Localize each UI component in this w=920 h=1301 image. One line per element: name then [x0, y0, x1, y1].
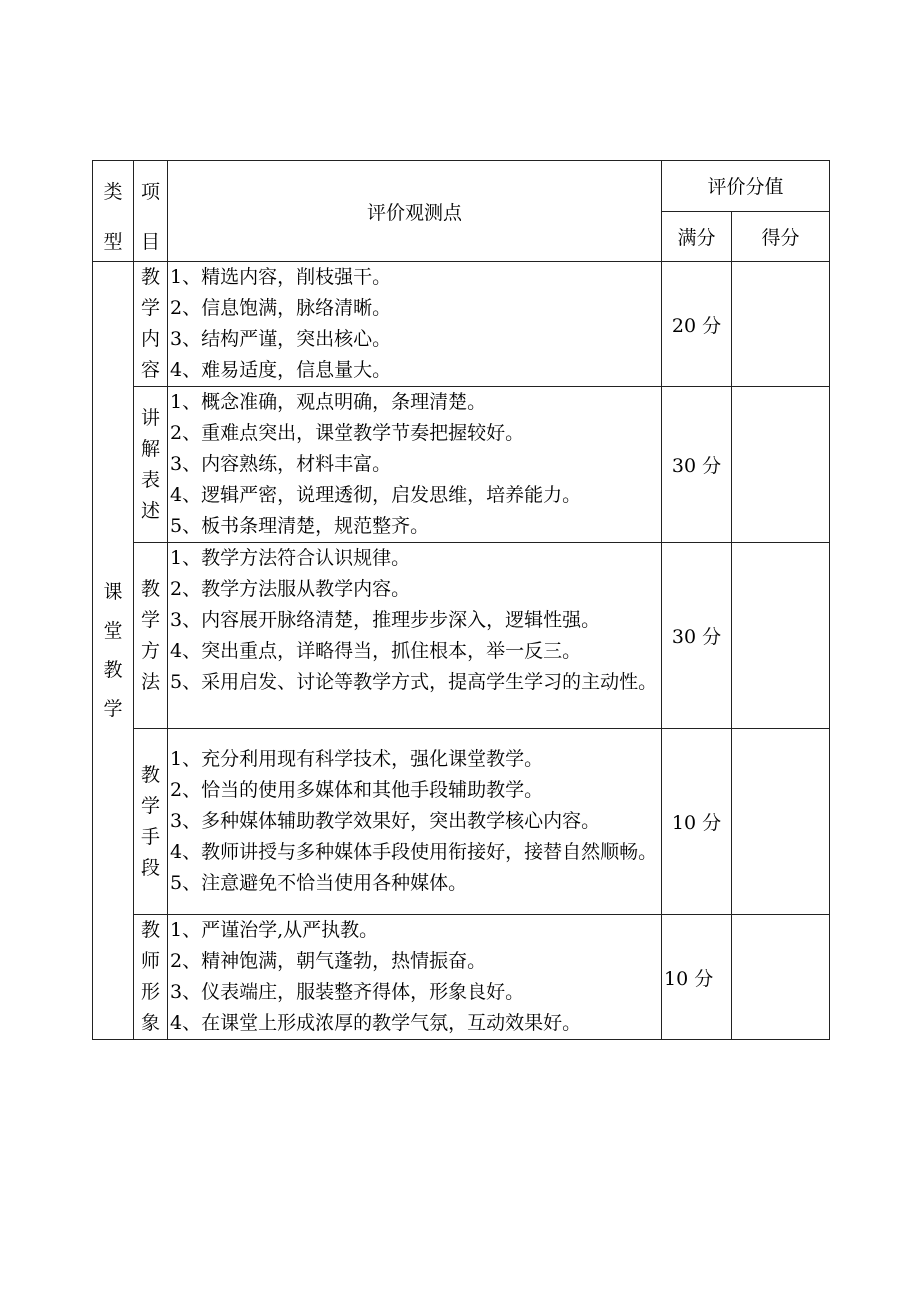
item-char: 段: [140, 856, 160, 879]
point-line: 2、精神饱满，朝气蓬勃，热情振奋。: [170, 950, 487, 972]
points-cell: [168, 729, 662, 915]
item-cell: [134, 543, 168, 729]
point-line: 3、内容展开脉络清楚，推理步步深入，逻辑性强。: [170, 609, 601, 631]
item-char: 容: [140, 359, 160, 381]
header-score-group: 评价分值: [662, 161, 830, 212]
point-line: 4、逻辑严密，说理透彻，启发思维，培养能力。: [170, 484, 582, 506]
point-line: 1、教学方法符合认识规律。: [170, 547, 411, 569]
item-char: 表: [140, 468, 160, 491]
evaluation-table: [92, 160, 830, 1040]
item-char: 手: [140, 825, 160, 848]
full-score-cell: 30 分: [662, 543, 732, 729]
category-char: 堂: [103, 619, 123, 642]
item-cell: [134, 915, 168, 1040]
point-line: 4、突出重点，详略得当，抓住根本，举一反三。: [170, 640, 582, 662]
item-char: 师: [140, 950, 160, 972]
point-line: 2、重难点突出，课堂教学节奏把握较好。: [170, 422, 525, 444]
header-item: [134, 161, 168, 262]
header-full-score: 满分: [662, 211, 732, 262]
point-line: 3、多种媒体辅助教学效果好，突出教学核心内容。: [170, 810, 601, 832]
category-cell: [93, 262, 134, 1040]
header-points: 评价观测点: [168, 161, 662, 262]
full-score-cell: 10 分: [662, 915, 732, 1040]
full-score-cell: 20 分: [662, 262, 732, 387]
point-line: 5、采用启发、讨论等教学方式，提高学生学习的主动性。: [170, 671, 658, 693]
item-char: 教: [140, 577, 160, 600]
item-char: 学: [140, 794, 160, 817]
item-char: 述: [140, 499, 160, 522]
header-got-score: 得分: [732, 211, 830, 262]
points-cell: [168, 543, 662, 729]
point-line: 5、注意避免不恰当使用各种媒体。: [170, 872, 468, 894]
header-type: [93, 161, 134, 262]
category-char: 教: [103, 658, 123, 681]
item-char: 法: [140, 670, 160, 693]
point-line: 1、概念准确，观点明确，条理清楚。: [170, 391, 487, 413]
got-score-cell: [732, 387, 830, 543]
category-char: 课: [103, 580, 123, 603]
item-cell: [134, 387, 168, 543]
item-char: 教: [140, 919, 160, 941]
header-item-line1: 项: [140, 181, 160, 203]
point-line: 5、板书条理清楚，规范整齐。: [170, 515, 430, 537]
item-char: 象: [140, 1012, 160, 1034]
full-score-cell: 10 分: [662, 729, 732, 915]
point-line: 1、精选内容，削枝强干。: [170, 266, 392, 288]
item-cell: [134, 262, 168, 387]
full-score-cell: 30 分: [662, 387, 732, 543]
got-score-cell: [732, 729, 830, 915]
point-line: 4、教师讲授与多种媒体手段使用衔接好，接替自然顺畅。: [170, 841, 658, 863]
item-char: 学: [140, 608, 160, 631]
got-score-cell: [732, 262, 830, 387]
item-char: 形: [140, 981, 160, 1003]
point-line: 4、在课堂上形成浓厚的教学气氛，互动效果好。: [170, 1012, 582, 1034]
points-cell: [168, 262, 662, 387]
item-char: 教: [140, 266, 160, 288]
item-char: 教: [140, 763, 160, 786]
item-cell: [134, 729, 168, 915]
got-score-cell: [732, 915, 830, 1040]
point-line: 2、教学方法服从教学内容。: [170, 578, 411, 600]
point-line: 3、结构严谨，突出核心。: [170, 328, 392, 350]
header-type-line1: 类: [103, 181, 123, 203]
point-line: 2、信息饱满，脉络清晰。: [170, 297, 392, 319]
category-char: 学: [103, 697, 123, 720]
item-char: 解: [140, 437, 160, 460]
point-line: 2、恰当的使用多媒体和其他手段辅助教学。: [170, 779, 544, 801]
got-score-cell: [732, 543, 830, 729]
item-char: 方: [140, 639, 160, 662]
item-char: 学: [140, 297, 160, 319]
point-line: 3、仪表端庄，服装整齐得体，形象良好。: [170, 981, 525, 1003]
point-line: 4、难易适度，信息量大。: [170, 359, 392, 381]
item-char: 讲: [140, 406, 160, 429]
header-item-line2: 目: [140, 231, 160, 253]
item-char: 内: [140, 328, 160, 350]
point-line: 1、充分利用现有科学技术，强化课堂教学。: [170, 748, 544, 770]
header-type-line2: 型: [103, 231, 123, 253]
point-line: 1、严谨治学,从严执教。: [170, 919, 379, 941]
points-cell: [168, 387, 662, 543]
point-line: 3、内容熟练，材料丰富。: [170, 453, 392, 475]
points-cell: [168, 915, 662, 1040]
